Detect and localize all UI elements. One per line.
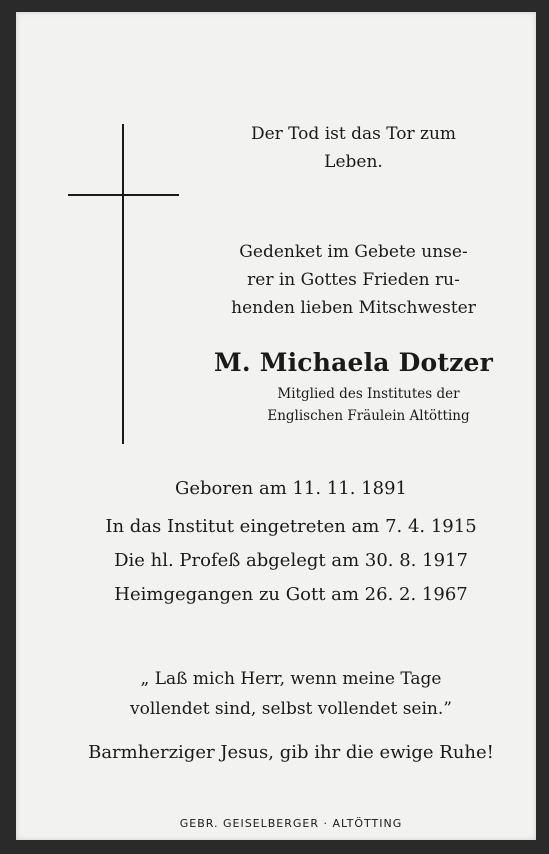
birth-date: Geboren am 11. 11. 1891 (175, 478, 407, 499)
quote-line-2: vollendet sind, selbst vollendet sein.” (130, 699, 452, 719)
dedication-line-3: henden lieben Mitschwester (231, 298, 476, 318)
motto-line-1: Der Tod ist das Tor zum (250, 124, 457, 144)
institute-line-1: Mitglied des Institutes der (277, 386, 460, 402)
printer-imprint: GEBR. GEISELBERGER · ALTÖTTING (179, 817, 403, 830)
cross-horizontal-bar (68, 194, 179, 196)
memorial-card (16, 12, 536, 840)
motto-line-2: Leben. (324, 152, 383, 172)
dedication-line-2: rer in Gottes Frieden ru- (247, 270, 460, 290)
profession-date: Die hl. Profeß abgelegt am 30. 8. 1917 (114, 550, 468, 571)
institute-line-2: Englischen Fräulein Altötting (267, 408, 470, 424)
quote-line-1: „ Laß mich Herr, wenn meine Tage (140, 669, 442, 689)
dedication-line-1: Gedenket im Gebete unse- (239, 242, 468, 262)
deceased-name: M. Michaela Dotzer (214, 348, 493, 377)
cross-vertical-bar (122, 124, 124, 444)
entry-date: In das Institut eingetreten am 7. 4. 1915 (105, 516, 477, 537)
prayer-line: Barmherziger Jesus, gib ihr die ewige Ruhe! (88, 742, 494, 763)
death-date: Heimgegangen zu Gott am 26. 2. 1967 (114, 584, 468, 605)
